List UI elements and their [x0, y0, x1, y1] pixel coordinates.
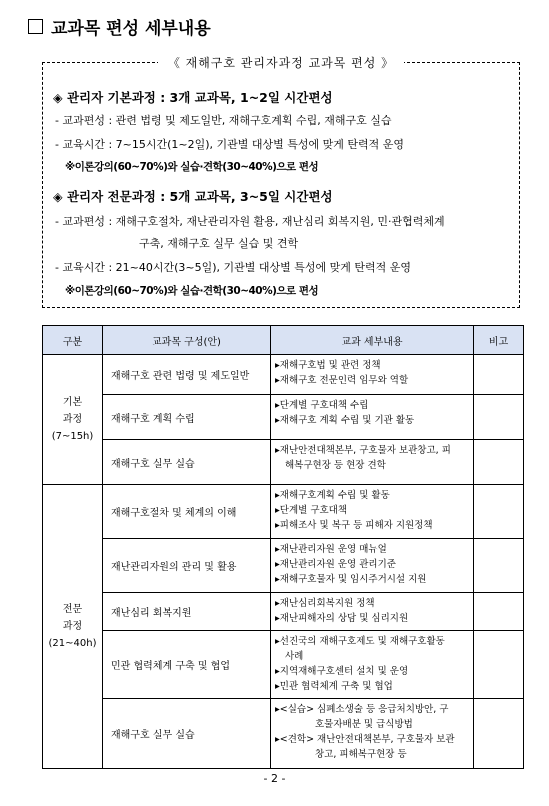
curriculum-table: [42, 325, 524, 769]
table-row: [43, 485, 524, 539]
remarks-cell: [474, 485, 524, 539]
remarks-cell: [474, 395, 524, 440]
checkbox-square-icon: [28, 19, 43, 34]
course-cell: 재해구호 계획 수립: [103, 395, 271, 440]
summary-box-title: 《 재해구호 관리자과정 교과목 편성 》: [43, 52, 519, 71]
basic-line-hours: - 교육시간 : 7~15시간(1~2일), 기관별 대상별 특성에 맞게 탄력적 운영: [55, 138, 405, 151]
detail-cell: ▸재난안전대책본부, 구호물자 보관창고, 피 해복구현장 등 현장 견학: [271, 440, 474, 485]
page-number: - 2 -: [263, 772, 286, 785]
detail-cell: ▸재해구호법 및 관련 정책 ▸재해구호 전문인력 임무와 역할: [271, 355, 474, 395]
course-cell: 재해구호 실무 실습: [103, 440, 271, 485]
advanced-note: ※이론강의(60~70%)와 실습·견학(30~40%)으로 편성: [65, 285, 319, 297]
detail-cell: ▸재난관리자원 운영 매뉴얼 ▸재난관리자원 운영 관리기준 ▸재해구호물자 및 임시주거시설 지원: [271, 539, 474, 593]
table-row: [43, 395, 524, 440]
basic-line-curriculum: - 교과편성 : 관련 법령 및 제도일반, 재해구호계획 수립, 재해구호 실습: [55, 114, 392, 127]
table-row: [43, 593, 524, 631]
detail-cell: ▸선진국의 재해구호제도 및 재해구호활동 사례 ▸지역재해구호센터 설치 및 운영 ▸민관 협력체계 구축 및 협업: [271, 631, 474, 699]
table-row: [43, 631, 524, 699]
summary-box: [42, 56, 520, 308]
header-remarks: 비고: [474, 326, 524, 355]
basic-note: ※이론강의(60~70%)와 실습·견학(30~40%)으로 편성: [65, 161, 319, 173]
course-cell: 민관 협력체계 구축 및 협업: [103, 631, 271, 699]
remarks-cell: [474, 631, 524, 699]
header-category: 구분: [43, 326, 103, 355]
remarks-cell: [474, 539, 524, 593]
section-heading-basic: ◈ 관리자 기본과정 : 3개 교과목, 1~2일 시간편성: [53, 90, 333, 105]
remarks-cell: [474, 593, 524, 631]
advanced-line-hours: - 교육시간 : 21~40시간(3~5일), 기관별 대상별 특성에 맞게 탄력적 운영: [55, 261, 412, 274]
group-label-advanced: 전문 과정 (21~40h): [43, 485, 103, 769]
table-row: [43, 699, 524, 769]
course-cell: 재해구호 실무 실습: [103, 699, 271, 769]
detail-cell: ▸단계별 구호대책 수립 ▸재해구호 계획 수립 및 기관 활동: [271, 395, 474, 440]
advanced-line-curriculum: - 교과편성 : 재해구호절차, 재난관리자원 활용, 재난심리 회복지원, 민·관협력체계: [55, 215, 445, 228]
table-row: [43, 539, 524, 593]
header-details: 교과 세부내용: [271, 326, 474, 355]
course-cell: 재난심리 회복지원: [103, 593, 271, 631]
advanced-line-curriculum-cont: 구축, 재해구호 실무 실습 및 견학: [139, 237, 299, 250]
detail-cell: ▸재난심리회복지원 정책 ▸재난피해자의 상담 및 심리지원: [271, 593, 474, 631]
remarks-cell: [474, 440, 524, 485]
table-header-row: [43, 326, 524, 355]
table-row: [43, 355, 524, 395]
remarks-cell: [474, 355, 524, 395]
page-title-text: 교과목 편성 세부내용: [51, 19, 211, 39]
detail-cell: ▸재해구호계획 수립 및 활동 ▸단계별 구호대책 ▸피해조사 및 복구 등 피해자 지원정책: [271, 485, 474, 539]
group-label-basic: 기본 과정 (7~15h): [43, 355, 103, 485]
table-row: [43, 440, 524, 485]
remarks-cell: [474, 699, 524, 769]
course-cell: 재해구호절차 및 체계의 이해: [103, 485, 271, 539]
course-cell: 재해구호 관련 법령 및 제도일반: [103, 355, 271, 395]
detail-cell: ▸<실습> 심폐소생술 등 응급처치방안, 구 호물자배분 및 급식방법 ▸<견학> 재난안전대책본부, 구호물자 보관 창고, 피해복구현장 등: [271, 699, 474, 769]
course-cell: 재난관리자원의 관리 및 활용: [103, 539, 271, 593]
section-heading-advanced: ◈ 관리자 전문과정 : 5개 교과목, 3~5일 시간편성: [53, 189, 333, 204]
header-course: 교과목 구성(안): [103, 326, 271, 355]
page-title: [28, 14, 211, 39]
